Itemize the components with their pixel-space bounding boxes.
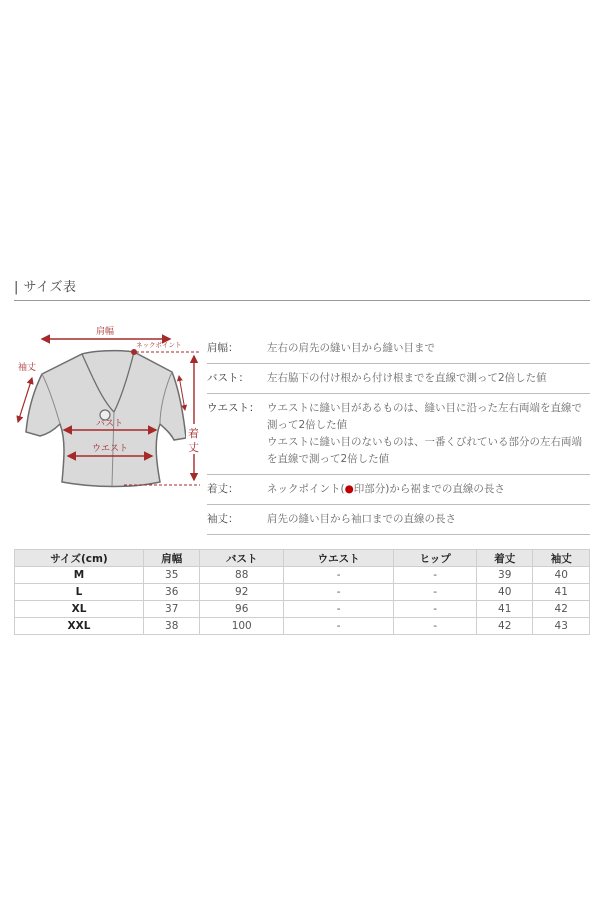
- label-waist: ウエスト: [92, 444, 129, 454]
- garment-diagram: [4, 320, 208, 496]
- table-cell: 100: [200, 618, 283, 635]
- description: ネックポイント(●印部分)から裾までの直線の長さ: [267, 483, 505, 495]
- label-length-1: 着: [188, 427, 199, 440]
- description: ウエストに縫い目があるものは、縫い目に沿った左右両端を直線で 測って2倍した値 ウエストに縫い目のないものは、一番くびれている部分の左右両端 を直線で測って2倍した値: [267, 402, 582, 465]
- table-cell: -: [394, 584, 477, 601]
- size-cell: XL: [15, 601, 144, 618]
- table-cell: 96: [200, 601, 283, 618]
- description: 左右の肩先の縫い目から縫い目まで: [267, 342, 435, 354]
- column-header: バスト: [200, 550, 283, 567]
- table-cell: -: [283, 567, 393, 584]
- table-cell: -: [283, 618, 393, 635]
- label-sleeve: 袖丈: [18, 363, 37, 373]
- table-cell: 36: [144, 584, 200, 601]
- table-cell: -: [394, 618, 477, 635]
- size-cell: L: [15, 584, 144, 601]
- term: ウエスト：: [207, 402, 260, 414]
- table-cell: 42: [533, 601, 590, 618]
- size-cell: XXL: [15, 618, 144, 635]
- label-neck-point: ネックポイント: [136, 341, 182, 349]
- table-header-row: [15, 550, 590, 567]
- table-cell: 40: [476, 584, 532, 601]
- table-cell: 40: [533, 567, 590, 584]
- column-header: 着丈: [476, 550, 532, 567]
- definition-length: [207, 475, 590, 505]
- table-row: [15, 567, 590, 584]
- size-cell: M: [15, 567, 144, 584]
- table-cell: 41: [533, 584, 590, 601]
- column-header: サイズ(cm): [15, 550, 144, 567]
- column-header: 袖丈: [533, 550, 590, 567]
- term: バスト：: [207, 372, 249, 384]
- description: 左右脇下の付け根から付け根までを直線で測って2倍した値: [267, 372, 547, 384]
- table-cell: 41: [476, 601, 532, 618]
- term: 肩幅：: [207, 342, 239, 354]
- label-length-2: 丈: [188, 441, 199, 454]
- section-divider: [14, 300, 590, 301]
- table-row: [15, 618, 590, 635]
- red-dot-icon: ●: [344, 483, 354, 495]
- definition-waist: [207, 394, 590, 475]
- definition-bust: [207, 364, 590, 394]
- table-cell: -: [394, 601, 477, 618]
- label-bust: バスト: [96, 419, 124, 429]
- description: 肩先の縫い目から袖口までの直線の長さ: [267, 513, 456, 525]
- section-title: | サイズ表: [14, 280, 77, 295]
- column-header: ヒップ: [394, 550, 477, 567]
- table-cell: -: [283, 584, 393, 601]
- table-cell: 42: [476, 618, 532, 635]
- table-cell: -: [394, 567, 477, 584]
- definition-sleeve: [207, 505, 590, 535]
- definition-shoulder: [207, 334, 590, 364]
- table-cell: 92: [200, 584, 283, 601]
- column-header: ウエスト: [283, 550, 393, 567]
- term: 袖丈：: [207, 513, 239, 525]
- table-cell: 88: [200, 567, 283, 584]
- measurement-definitions: [207, 334, 590, 535]
- column-header: 肩幅: [144, 550, 200, 567]
- size-table: [14, 549, 590, 635]
- table-cell: 39: [476, 567, 532, 584]
- table-cell: 35: [144, 567, 200, 584]
- label-shoulder: 肩幅: [96, 327, 115, 337]
- table-cell: 37: [144, 601, 200, 618]
- table-cell: -: [283, 601, 393, 618]
- table-row: [15, 601, 590, 618]
- table-row: [15, 584, 590, 601]
- term: 着丈：: [207, 483, 239, 495]
- table-cell: 43: [533, 618, 590, 635]
- table-cell: 38: [144, 618, 200, 635]
